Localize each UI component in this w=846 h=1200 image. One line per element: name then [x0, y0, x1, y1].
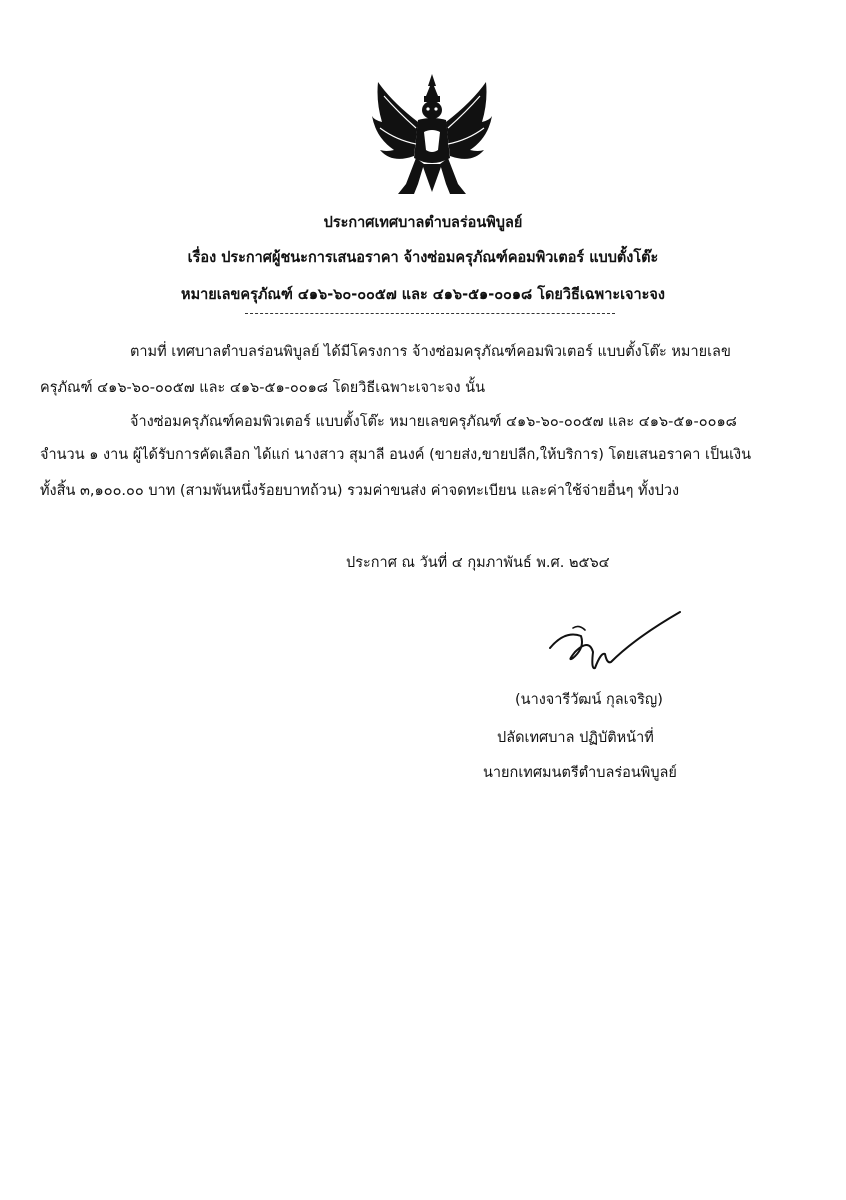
signatory-position: ปลัดเทศบาล ปฏิบัติหน้าที่: [497, 730, 654, 746]
body-paragraph-line: ครุภัณฑ์ ๔๑๖-๖๐-๐๐๕๗ และ ๔๑๖-๕๑-๐๐๑๘ โดยวิธีเฉพาะเจาะจง นั้น: [40, 380, 485, 396]
body-paragraph-line: ตามที่ เทศบาลตำบลร่อนพิบูลย์ ได้มีโครงการ จ้างซ่อมครุภัณฑ์คอมพิวเตอร์ แบบตั้งโต๊ะ หมายเลข: [130, 344, 731, 360]
announcement-subject: เรื่อง ประกาศผู้ชนะการเสนอราคา จ้างซ่อมครุภัณฑ์คอมพิวเตอร์ แบบตั้งโต๊ะ: [187, 248, 659, 266]
dashed-separator: [245, 313, 615, 314]
announcement-date: ประกาศ ณ วันที่ ๔ กุมภาพันธ์ พ.ศ. ๒๕๖๔: [346, 555, 610, 571]
announcement-subject-detail: หมายเลขครุภัณฑ์ ๔๑๖-๖๐-๐๐๕๗ และ ๔๑๖-๕๑-๐๐๑๘ โดยวิธีเฉพาะเจาะจง: [181, 285, 665, 303]
handwritten-signature-icon: [545, 608, 685, 673]
body-paragraph-line: ทั้งสิ้น ๓,๑๐๐.๐๐ บาท (สามพันหนึ่งร้อยบาทถ้วน) รวมค่าขนส่ง ค่าจดทะเบียน และค่าใช้จ่ายอื่นๆ ทั้งปวง: [40, 483, 680, 499]
garuda-emblem-icon: [372, 72, 492, 198]
announcement-title: ประกาศเทศบาลตำบลร่อนพิบูลย์: [323, 213, 523, 231]
body-paragraph-line: จำนวน ๑ งาน ผู้ได้รับการคัดเลือก ได้แก่ นางสาว สุมาลี อนงค์ (ขายส่ง,ขายปลีก,ให้บริการ) โดยเสนอราคา เป็นเงิน: [40, 447, 752, 463]
signatory-acting-position: นายกเทศมนตรีตำบลร่อนพิบูลย์: [483, 765, 677, 781]
signatory-name: (นางจารีวัฒน์ กุลเจริญ): [515, 692, 663, 708]
body-paragraph-line: จ้างซ่อมครุภัณฑ์คอมพิวเตอร์ แบบตั้งโต๊ะ หมายเลขครุภัณฑ์ ๔๑๖-๖๐-๐๐๕๗ และ ๔๑๖-๕๑-๐๐๑๘: [130, 414, 737, 430]
